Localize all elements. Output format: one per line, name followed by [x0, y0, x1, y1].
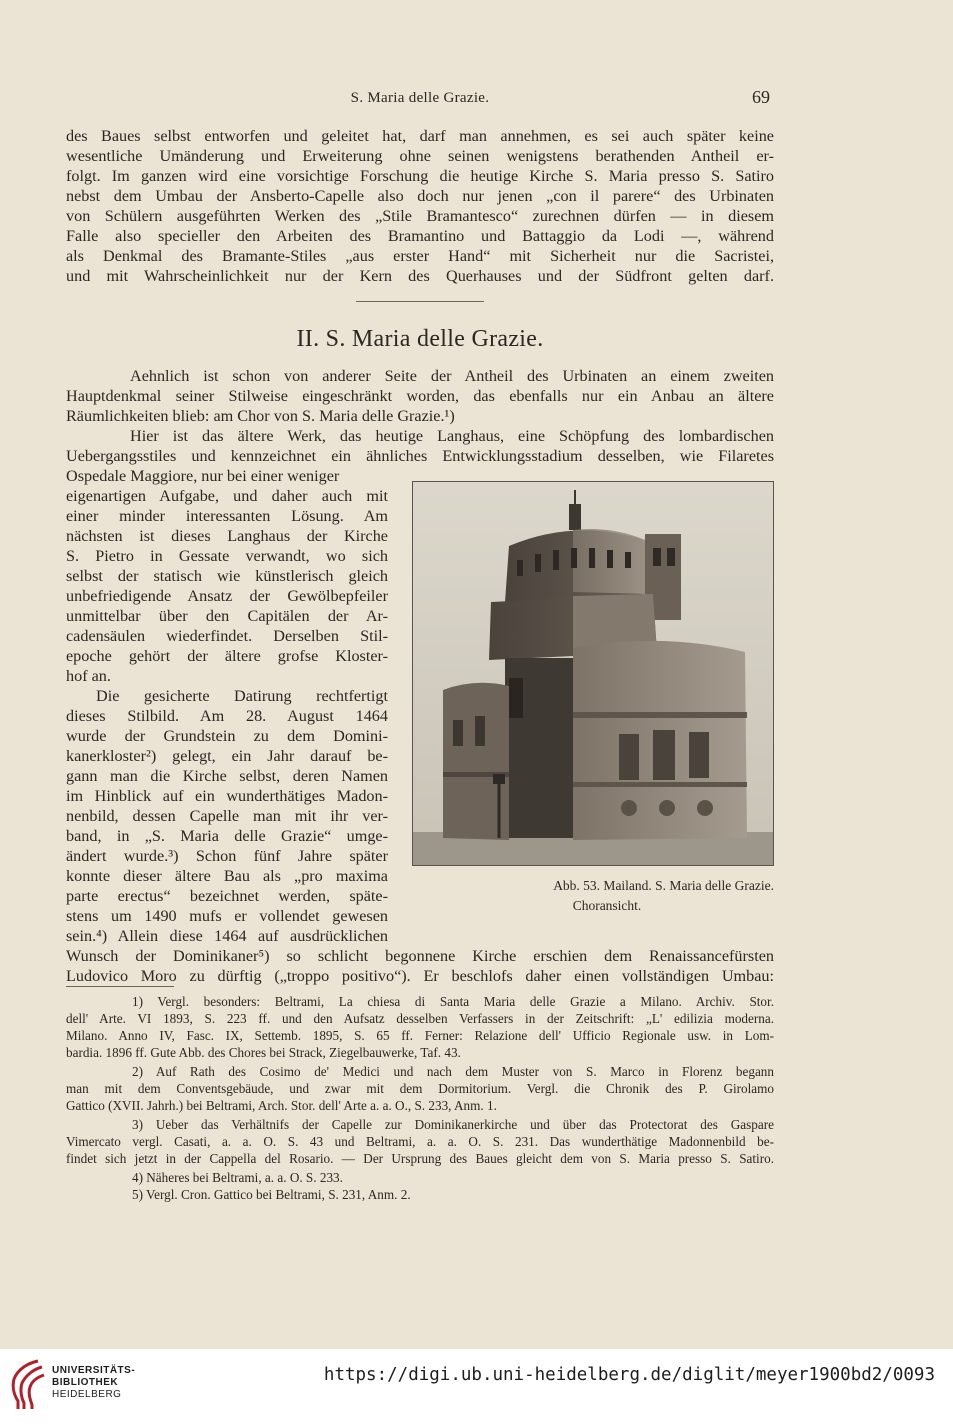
footnote-line: findet sich jetzt in der Cappella del Rosario. — Der Ursprung des Baues gleicht dem von S. Maria presso S. Satiro. — [66, 1151, 774, 1166]
footnote-line: Vimercato vergl. Casati, a. a. O. S. 43 und Beltrami, a. a. O. S. 231. Das wunderthätige Madonnenbild be- — [66, 1134, 774, 1149]
text-line: Ospedale Maggiore, nur bei einer weniger — [66, 467, 340, 485]
text-line: im Hinblick auf ein wunderthätiges Madon- — [66, 787, 388, 805]
text-line: Aehnlich ist schon von anderer Seite der Antheil des Urbinaten an einem zweiten — [130, 367, 774, 385]
library-name-line: UNIVERSITÄTS- — [52, 1365, 136, 1376]
footnote-line: 5) Vergl. Cron. Gattico bei Beltrami, S. 231, Anm. 2. — [132, 1187, 411, 1202]
text-line: Ludovico Moro zu dürftig („troppo positivo“). Er beschlofs daher einen vollständigen Umbau: — [66, 967, 774, 985]
text-line: Falle also specieller den Arbeiten des Bramantino und Battaggio da Lodi —, während — [66, 227, 774, 245]
text-line: nächsten ist dieses Langhaus der Kirche — [66, 527, 388, 545]
text-line: konnte dieser ältere Bau als „pro maxima — [66, 867, 388, 885]
text-line: wurde der Grundstein zu dem Domini- — [66, 727, 388, 745]
text-line: parte erectus“ bezeichnet werden, späte- — [66, 887, 388, 905]
text-line: nenbild, dessen Capelle man mit ihr ver- — [66, 807, 388, 825]
library-name-line: HEIDELBERG — [52, 1389, 122, 1400]
library-name-line: BIBLIOTHEK — [52, 1377, 119, 1388]
footnote-divider — [66, 986, 174, 987]
figure-caption-sub: Choransicht. — [572, 898, 642, 913]
footnote-line: 3) Ueber das Verhältnifs der Capelle zur Dominikanerkirche und über das Protectorat des Gaspare — [132, 1117, 774, 1132]
text-line: band, in „S. Maria delle Grazie“ umge- — [66, 827, 388, 845]
footnote-line: man mit dem Conventsgebäude, und zwar mit dem Dormitorium. Vergl. die Chronik des P. Girolamo — [66, 1081, 774, 1096]
text-line: hof an. — [66, 667, 111, 685]
text-line: kanerkloster²) gelegt, ein Jahr darauf be- — [66, 747, 388, 765]
text-line: eigenartigen Aufgabe, und daher auch mit — [66, 487, 388, 505]
text-line: Hauptdenkmal seiner Stilweise eingeschränkt worden, das ebenfalls nur ein Anbau an ältere — [66, 387, 774, 405]
footer-bar — [0, 1349, 953, 1424]
text-line: unmittelbar über den Capitälen der Ar- — [66, 607, 388, 625]
text-line: wesentliche Umänderung und Erweiterung ohne seinen wenigstens berathenden Antheil er- — [66, 147, 774, 165]
text-line: Uebergangsstiles und kennzeichnet ein ähnliches Entwicklungsstadium desselben, wie Filaretes — [66, 447, 774, 465]
text-line: dieses Stilbild. Am 28. August 1464 — [66, 707, 388, 725]
section-title: II. S. Maria delle Grazie. — [296, 326, 544, 352]
text-line: Die gesicherte Datirung rechtfertigt — [96, 687, 388, 705]
text-line: Hier ist das ältere Werk, das heutige Langhaus, eine Schöpfung des lombardischen — [130, 427, 774, 445]
text-line: ändert wurde.³) Schon fünf Jahre später — [66, 847, 388, 865]
running-title: S. Maria delle Grazie. — [350, 90, 490, 106]
figure-caption: Abb. 53. Mailand. S. Maria delle Grazie. — [553, 878, 774, 893]
page-number: 69 — [752, 87, 770, 107]
library-logo-icon — [8, 1359, 46, 1411]
permalink-url[interactable]: https://digi.ub.uni-heidelberg.de/diglit/meyer1900bd2/0093 — [323, 1365, 935, 1385]
text-line: gann man die Kirche selbst, deren Namen — [66, 767, 388, 785]
footnote-line: 4) Näheres bei Beltrami, a. a. O. S. 233. — [132, 1170, 343, 1185]
library-name — [52, 1365, 135, 1401]
text-line: Räumlichkeiten blieb: am Chor von S. Maria delle Grazie.¹) — [66, 407, 455, 425]
section-divider — [356, 301, 484, 302]
text-line: einer minder interessanten Lösung. Am — [66, 507, 388, 525]
text-line: folgt. Im ganzen wird eine vorsichtige Forschung die heutige Kirche S. Maria presso S. Satiro — [66, 167, 774, 185]
text-line: cadensäulen wiederfindet. Derselben Stil- — [66, 627, 388, 645]
text-line: stens um 1490 mufs er vollendet gewesen — [66, 907, 388, 925]
footnote-line: Milano. Anno IV, Fasc. IX, Settemb. 1895, S. 65 ff. Ferner: Relazione dell' Ufficio Regionale usw. in Lom- — [66, 1028, 774, 1043]
text-line: epoche gehört der ältere grofse Kloster- — [66, 647, 388, 665]
text-line: als Denkmal des Bramante-Stiles „aus erster Hand“ mit Sicherheit nur die Sacristei, — [66, 247, 774, 265]
text-line: des Baues selbst entworfen und geleitet hat, darf man annehmen, es sei auch später keine — [66, 127, 774, 145]
footnote-line: dell' Arte. VI 1893, S. 223 ff. und den Aufsatz desselben Verfassers in der Zeitschrift: „L' edilizia moderna. — [66, 1011, 774, 1026]
footnote-line: 2) Auf Rath des Cosimo de' Medici und nach dem Muster von S. Marco in Florenz begann — [132, 1064, 774, 1079]
text-line: Wunsch der Dominikaner⁵) so schlicht begonnene Kirche erschien dem Renaissancefürsten — [66, 947, 774, 965]
text-line: unbefriedigende Ansatz der Gewölbepfeiler — [66, 587, 388, 605]
footnote-line: bardia. 1896 ff. Gute Abb. des Chores bei Strack, Ziegelbauwerke, Taf. 43. — [66, 1045, 461, 1060]
church-photograph — [412, 481, 774, 866]
text-line: nebst dem Umbau der Ansberto-Capelle also doch nur jenen „con il parere“ des Urbinaten — [66, 187, 774, 205]
text-line: S. Pietro in Gessate verwandt, wo sich — [66, 547, 388, 565]
text-line: sein.⁴) Allein diese 1464 auf ausdrücklichen — [66, 927, 388, 945]
text-line: von Schülern ausgeführten Werken des „Stile Bramantesco“ zurechnen dürfen — in diesem — [66, 207, 774, 225]
footnote-line: 1) Vergl. besonders: Beltrami, La chiesa di Santa Maria delle Grazie a Milano. Archiv. Stor. — [132, 994, 774, 1009]
text-line: selbst der statisch wie künstlerisch gleich — [66, 567, 388, 585]
footnote-line: Gattico (XVII. Jahrh.) bei Beltrami, Arch. Stor. dell' Arte a. a. O., S. 233, Anm. 1. — [66, 1098, 497, 1113]
text-line: und mit Wahrscheinlichkeit nur der Kern des Querhauses und der Südfront gelten darf. — [66, 267, 774, 285]
